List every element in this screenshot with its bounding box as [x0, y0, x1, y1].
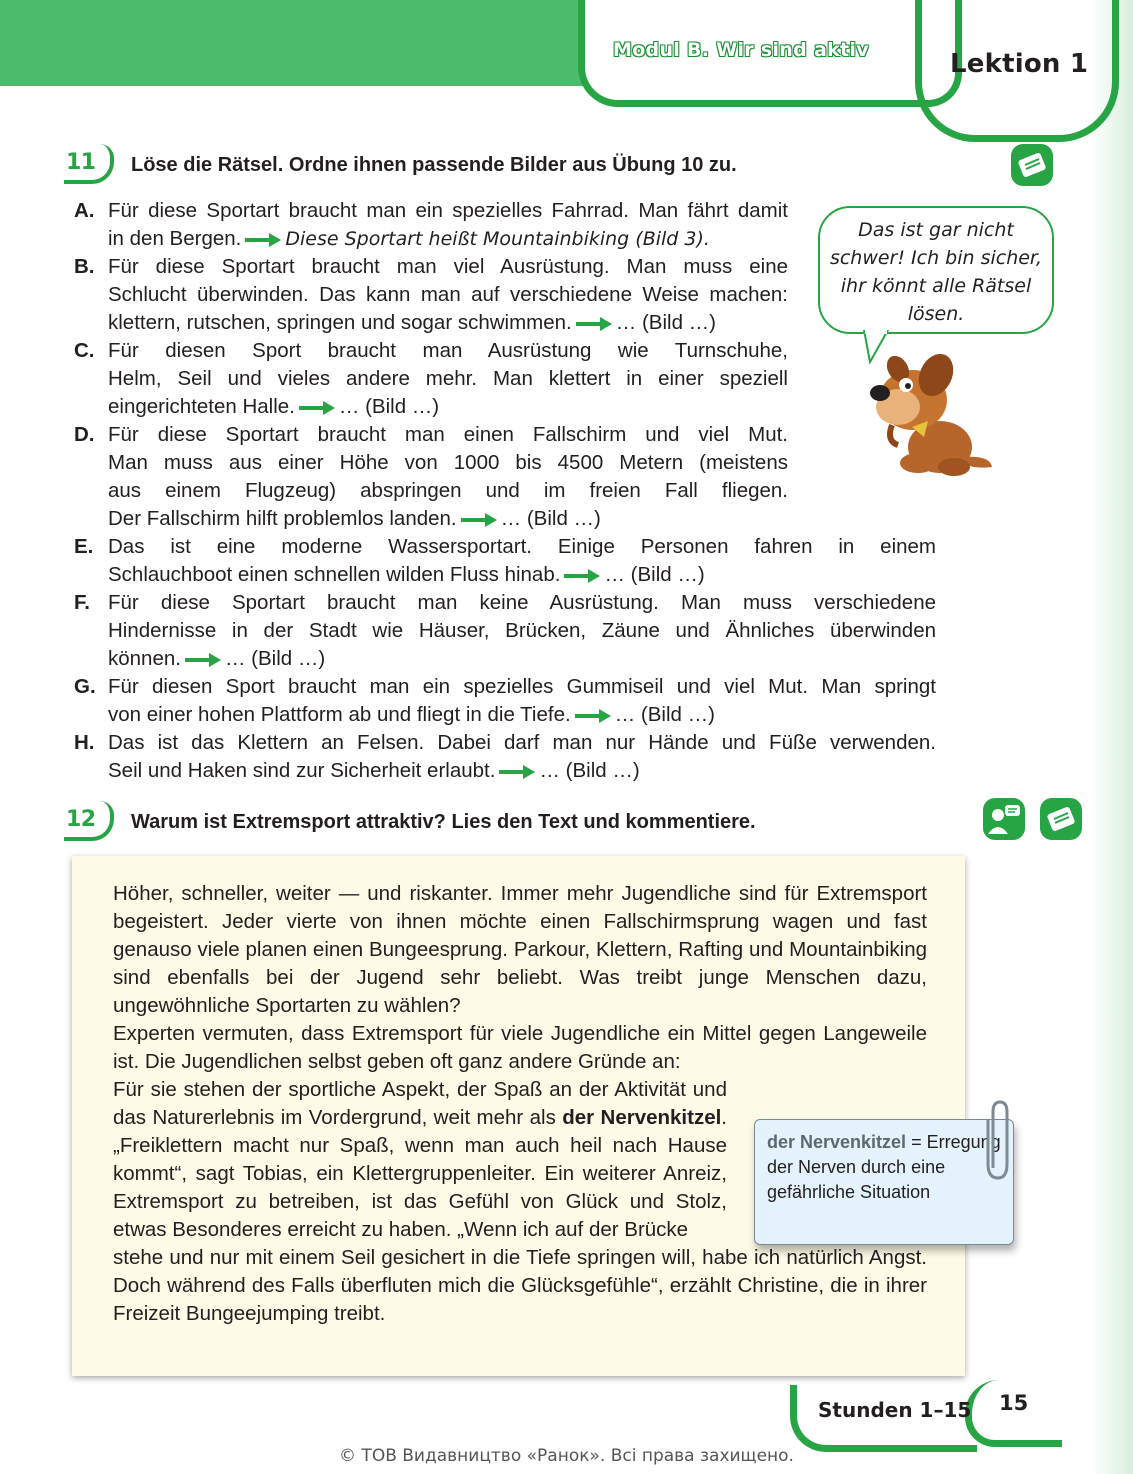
- arrow-icon: [461, 513, 497, 527]
- glossary-definition: Erregung der Nerven durch eine gefährliche Situation: [767, 1132, 1001, 1202]
- riddle-letter: B.: [74, 255, 95, 278]
- riddle-line: Der Fallschirm hilft problemlos landen.: [108, 507, 457, 530]
- paperclip-icon: [983, 1098, 1013, 1182]
- reading-paragraph: Experten vermuten, dass Extremsport für viele Jugendliche ein Mittel gegen Langeweile ist. Die Jugendlichen selbst geben oft ganz andere Gründe an:: [113, 1022, 927, 1073]
- riddle-letter: G.: [74, 675, 96, 698]
- riddle-letter: D.: [74, 423, 95, 446]
- reading-paragraph: Höher, schneller, weiter — und riskanter. Immer mehr Jugendliche sind für Extremsport begeistert. Jeder vierte von ihnen möchte einen Fallschirmsprung wagen und fast genauso viele planen einen Bungeesprung. Parkour, Klettern, Rafting und Mountainbiking sind ebenfalls bei der Jugend sehr beliebt. Was treibt junge Menschen dazu, ungewöhnliche Sportarten zu wählen?: [113, 882, 927, 1017]
- page-edge-gradient: [1091, 0, 1133, 1474]
- riddle-answer[interactable]: … (Bild …): [224, 647, 326, 670]
- notebook-icon: [1040, 798, 1082, 840]
- speaking-icon: [983, 798, 1025, 840]
- exercise-11-title: Löse die Rätsel. Ordne ihnen passende Bilder aus Übung 10 zu.: [131, 154, 737, 176]
- riddle-line: Für diese Sportart braucht man viel Ausrüstung. Man muss eine: [108, 255, 788, 278]
- stunden-label: Stunden 1–15: [818, 1398, 972, 1422]
- reading-text-segment: Für sie stehen der sportliche Aspekt, der Spaß an der Aktivität und das Naturerlebnis im Vordergrund, weit mehr als: [113, 1078, 727, 1129]
- riddle-answer[interactable]: … (Bild …): [338, 395, 440, 418]
- exercise-12-number: 12: [66, 807, 96, 832]
- glossary-highlight: der Nervenkitzel: [562, 1106, 722, 1129]
- riddle-line: können.: [108, 647, 181, 670]
- riddle-letter: H.: [74, 731, 95, 754]
- arrow-icon: [499, 765, 535, 779]
- arrow-icon: [576, 317, 612, 331]
- arrow-icon: [299, 401, 335, 415]
- riddle-answer[interactable]: … (Bild …): [614, 703, 715, 726]
- notebook-icon: [1011, 144, 1053, 186]
- glossary-equals: =: [911, 1132, 922, 1152]
- riddle-line: Für diesen Sport braucht man ein spezielles Gummiseil und viel Mut. Man springt: [108, 675, 936, 698]
- riddle-line: eingerichteten Halle.: [108, 395, 295, 418]
- dog-mascot-icon: [858, 345, 998, 480]
- riddle-line: Das ist eine moderne Wassersportart. Einige Personen fahren in einem: [108, 535, 936, 558]
- arrow-icon: [245, 233, 281, 247]
- riddle-line: Seil und Haken sind zur Sicherheit erlaubt.: [108, 759, 496, 782]
- reading-paragraph: stehe und nur mit einem Seil gesichert in die Tiefe springen will, habe ich natürlich Angst. Doch während des Falls überfluten mich die Glücksgefühle“, erzählt Christine, die in ihrer Freizeit Bungeejumping treibt.: [113, 1246, 927, 1325]
- riddle-line: Schlucht überwinden. Das kann man auf verschiedene Weise machen:: [108, 283, 788, 306]
- glossary-text: [767, 1130, 1003, 1205]
- riddle-letter: E.: [74, 535, 94, 558]
- exercise-11-number: 11: [66, 150, 96, 175]
- glossary-term: der Nervenkitzel: [767, 1132, 907, 1152]
- copyright-notice: © ТОВ Видавництво «Ранок». Всі права захищено.: [339, 1446, 794, 1466]
- riddle-line: Für diese Sportart braucht man einen Fallschirm und viel Mut.: [108, 423, 788, 446]
- header-band: [0, 0, 600, 86]
- riddle-line: klettern, rutschen, springen und sogar schwimmen.: [108, 311, 572, 334]
- page-number: 15: [999, 1391, 1029, 1415]
- riddle-line: Hindernisse in der Stadt wie Häuser, Brücken, Zäune und Ähnliches überwinden: [108, 619, 936, 642]
- riddle-line: Für diesen Sport braucht man Ausrüstung wie Turnschuhe,: [108, 339, 788, 362]
- riddle-line: Das ist das Klettern an Felsen. Dabei darf man nur Hände und Füße verwenden.: [108, 731, 936, 754]
- riddle-line: in den Bergen.: [108, 227, 242, 250]
- riddle-line: aus einem Flugzeug) abspringen und im freien Fall fliegen.: [108, 479, 788, 502]
- arrow-icon: [185, 653, 221, 667]
- riddle-letter: C.: [74, 339, 95, 362]
- arrow-icon: [564, 569, 600, 583]
- riddle-answer[interactable]: … (Bild …): [539, 759, 640, 782]
- reading-text: [113, 880, 927, 1328]
- riddle-letter: F.: [74, 591, 90, 614]
- riddle-line: Man muss aus einer Höhe von 1000 bis 4500 Metern (meistens: [108, 451, 788, 474]
- riddle-answer[interactable]: … (Bild …): [604, 563, 705, 586]
- riddle-letter: A.: [74, 199, 95, 222]
- reading-paragraph: [113, 1076, 727, 1244]
- riddle-line: von einer hohen Plattform ab und fliegt in die Tiefe.: [108, 703, 571, 726]
- exercise-12-title: Warum ist Extremsport attraktiv? Lies den Text und kommentiere.: [131, 811, 756, 833]
- arrow-icon: [575, 709, 611, 723]
- riddle-line: Schlauchboot einen schnellen wilden Fluss hinab.: [108, 563, 561, 586]
- modul-title: Modul B. Wir sind aktiv: [613, 39, 869, 61]
- lektion-title: Lektion 1: [950, 49, 1089, 79]
- riddle-line: Für diese Sportart braucht man ein spezielles Fahrrad. Man fährt damit: [108, 199, 788, 222]
- riddle-answer: Diese Sportart heißt Mountainbiking (Bild 3).: [285, 228, 710, 250]
- reading-text-segment: . „Freiklettern macht nur Spaß, wenn man auch heil nach Hause kommt“, sagt Tobias, ein Klettergruppenleiter. Ein weiterer Anreiz, Extremsport zu betreiben, ist das Gefühl von Glück und Stolz, etwas Besonderes erreicht zu haben. „Wenn ich auf der Brücke: [113, 1106, 727, 1241]
- riddle-line: Für diese Sportart braucht man keine Ausrüstung. Man muss verschiedene: [108, 591, 936, 614]
- speech-bubble-text: Das ist gar nicht schwer! Ich bin sicher, ihr könnt alle Rätsel lösen.: [829, 219, 1043, 325]
- riddle-answer[interactable]: … (Bild …): [500, 507, 601, 530]
- riddle-answer[interactable]: … (Bild …): [615, 311, 716, 334]
- riddle-line: Helm, Seil und vieles andere mehr. Man klettert in einer speziell: [108, 367, 788, 390]
